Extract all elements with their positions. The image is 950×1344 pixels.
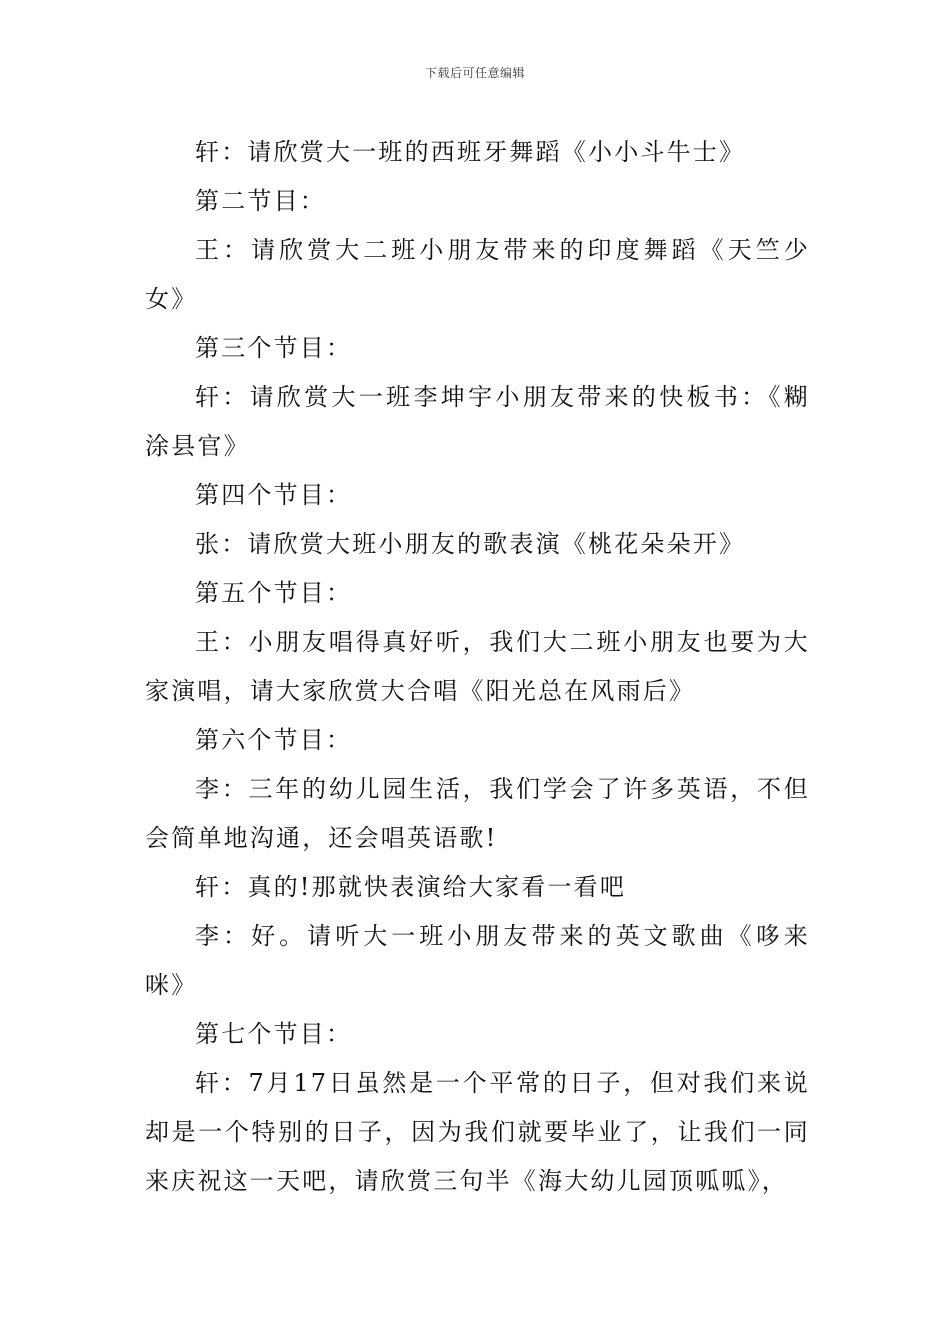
page-header-note: 下载后可任意编辑 [424,66,525,80]
paragraph-program-2-heading: 第二节目： [195,187,326,215]
paragraph-program-5-heading: 第五个节目： [195,579,353,607]
paragraph-program-6-heading: 第六个节目： [195,726,353,754]
paragraph-program-3-heading: 第三个节目： [195,334,353,362]
document-body [145,128,810,1206]
paragraph-program-1: 轩：请欣赏大一班的西班牙舞蹈《小小斗牛士》 [195,138,746,166]
paragraph-program-6: 李：好。请听大一班小朋友带来的英文歌曲《哆来咪》 [145,922,810,999]
paragraph-program-4: 张：请欣赏大班小朋友的歌表演《桃花朵朵开》 [195,530,746,558]
paragraph-program-7-heading: 第七个节目： [195,1020,353,1048]
paragraph-program-6-intro: 李：三年的幼儿园生活，我们学会了许多英语，不但会简单地沟通，还会唱英语歌! [145,775,810,852]
paragraph-program-5: 王：小朋友唱得真好听，我们大二班小朋友也要为大家演唱，请大家欣赏大合唱《阳光总在风雨后》 [145,628,810,705]
paragraph-program-2: 王：请欣赏大二班小朋友带来的印度舞蹈《天竺少女》 [145,236,810,313]
paragraph-program-6-reply: 轩：真的!那就快表演给大家看一看吧 [195,873,627,901]
paragraph-program-7: 轩：7月17日虽然是一个平常的日子，但对我们来说却是一个特别的日子，因为我们就要毕业了，让我们一同来庆祝这一天吧，请欣赏三句半《海大幼儿园顶呱呱》， [145,1069,810,1195]
paragraph-program-3: 轩：请欣赏大一班李坤宇小朋友带来的快板书：《糊涂县官》 [145,383,810,460]
paragraph-program-4-heading: 第四个节目： [195,481,353,509]
